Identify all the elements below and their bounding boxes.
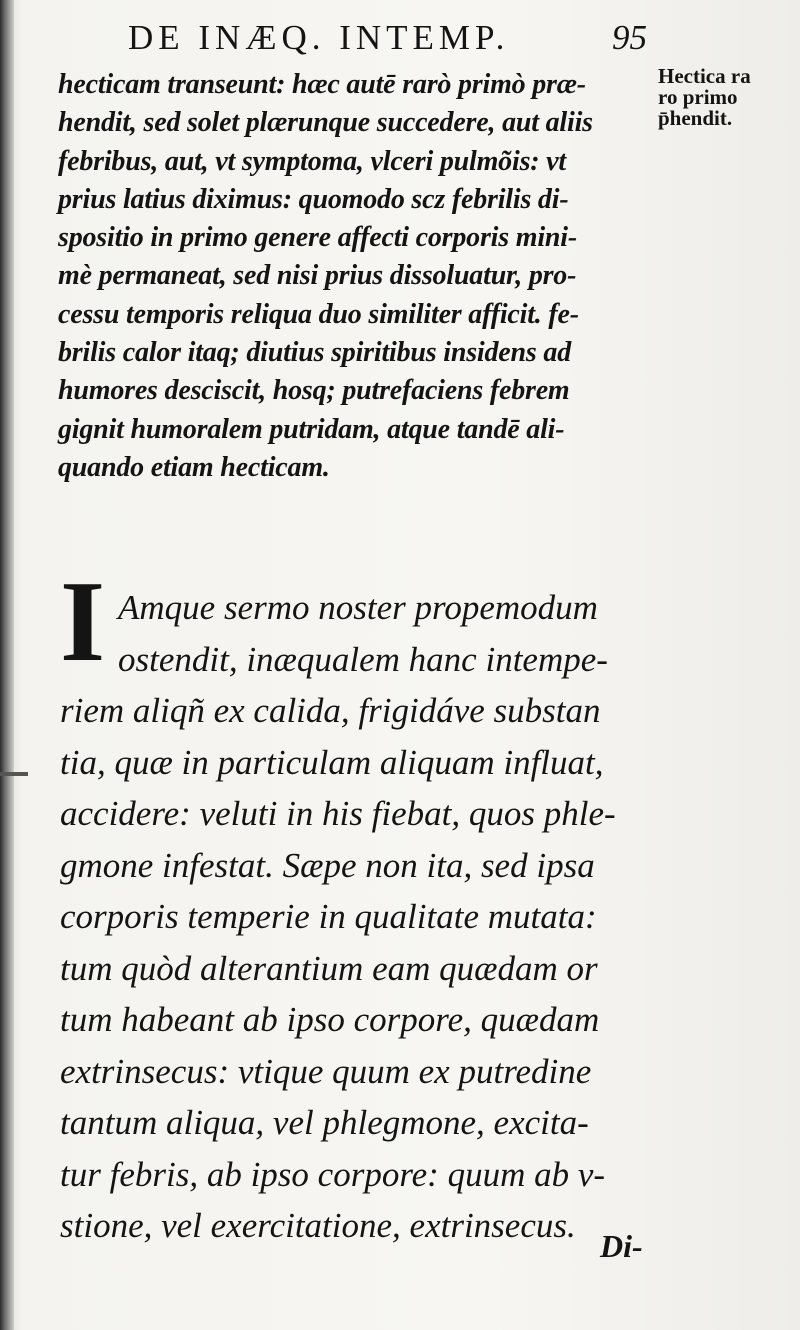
text-line: hendit, sed solet plærunque succedere, aut aliis: [58, 107, 593, 139]
text-line: tur febris, ab ipso corpore: quum ab v-: [60, 1154, 606, 1194]
page-gutter-shadow: [0, 0, 14, 1330]
margin-note: [658, 66, 798, 129]
text-line: tantum aliqua, vel phlegmone, excita-: [60, 1103, 589, 1142]
text-line: gmone infestat. Sæpe non ita, sed ipsa: [60, 845, 595, 885]
text-line: Amque sermo noster propemodum: [118, 588, 598, 627]
text-line: stione, vel exercitatione, extrinsecus.: [60, 1206, 576, 1245]
text-line: corporis temperie in qualitate mutata:: [60, 897, 597, 936]
drop-cap: I: [60, 558, 106, 686]
text-line: cessu temporis reliqua duo similiter afficit. fe-: [58, 298, 579, 330]
text-line: quando etiam hecticam.: [58, 451, 330, 483]
catchword: Di-: [600, 1228, 643, 1264]
running-title: DE INÆQ. INTEMP.: [128, 18, 510, 57]
paragraph-2: [60, 582, 680, 1252]
text-line: brilis calor itaq; diutius spiritibus insidens ad: [58, 337, 571, 369]
text-line: spositio in primo genere affecti corporis mini-: [58, 222, 577, 254]
text-line: tum habeant ab ipso corpore, quædam: [60, 1000, 600, 1039]
margin-note-line: Hectica ra: [658, 64, 751, 88]
text-line: prius latius diximus: quomodo scz febrilis di-: [58, 183, 569, 215]
text-line: mè permaneat, sed nisi prius dissoluatur, pro-: [58, 260, 577, 292]
margin-note-line: ro primo: [658, 85, 738, 109]
text-line: humores desciscit, hosq; putrefaciens febrem: [58, 375, 570, 407]
text-line: gignit humoralem putridam, atque tandē ali-: [58, 413, 565, 445]
text-line: extrinsecus: vtique quum ex putredine: [60, 1051, 592, 1091]
margin-note-line: p̄hendit.: [658, 106, 733, 130]
text-line: riem aliqñ ex calida, frigidáve substan: [60, 691, 601, 730]
text-line: tia, quæ in particulam aliquam influat,: [60, 742, 604, 782]
text-line: tum quòd alterantium eam quædam or: [60, 948, 598, 988]
text-line: febribus, aut, vt symptoma, vlceri pulmõis: vt: [58, 145, 566, 177]
text-line: accidere: veluti in his fiebat, quos phle-: [60, 794, 616, 833]
page-number: 95: [612, 18, 647, 57]
text-line: hecticam transeunt: hæc autē rarò primò præ-: [58, 69, 586, 100]
text-line: ostendit, inæqualem hanc intempe-: [118, 639, 608, 679]
paragraph-1: [58, 66, 658, 487]
margin-mark: [0, 772, 28, 776]
